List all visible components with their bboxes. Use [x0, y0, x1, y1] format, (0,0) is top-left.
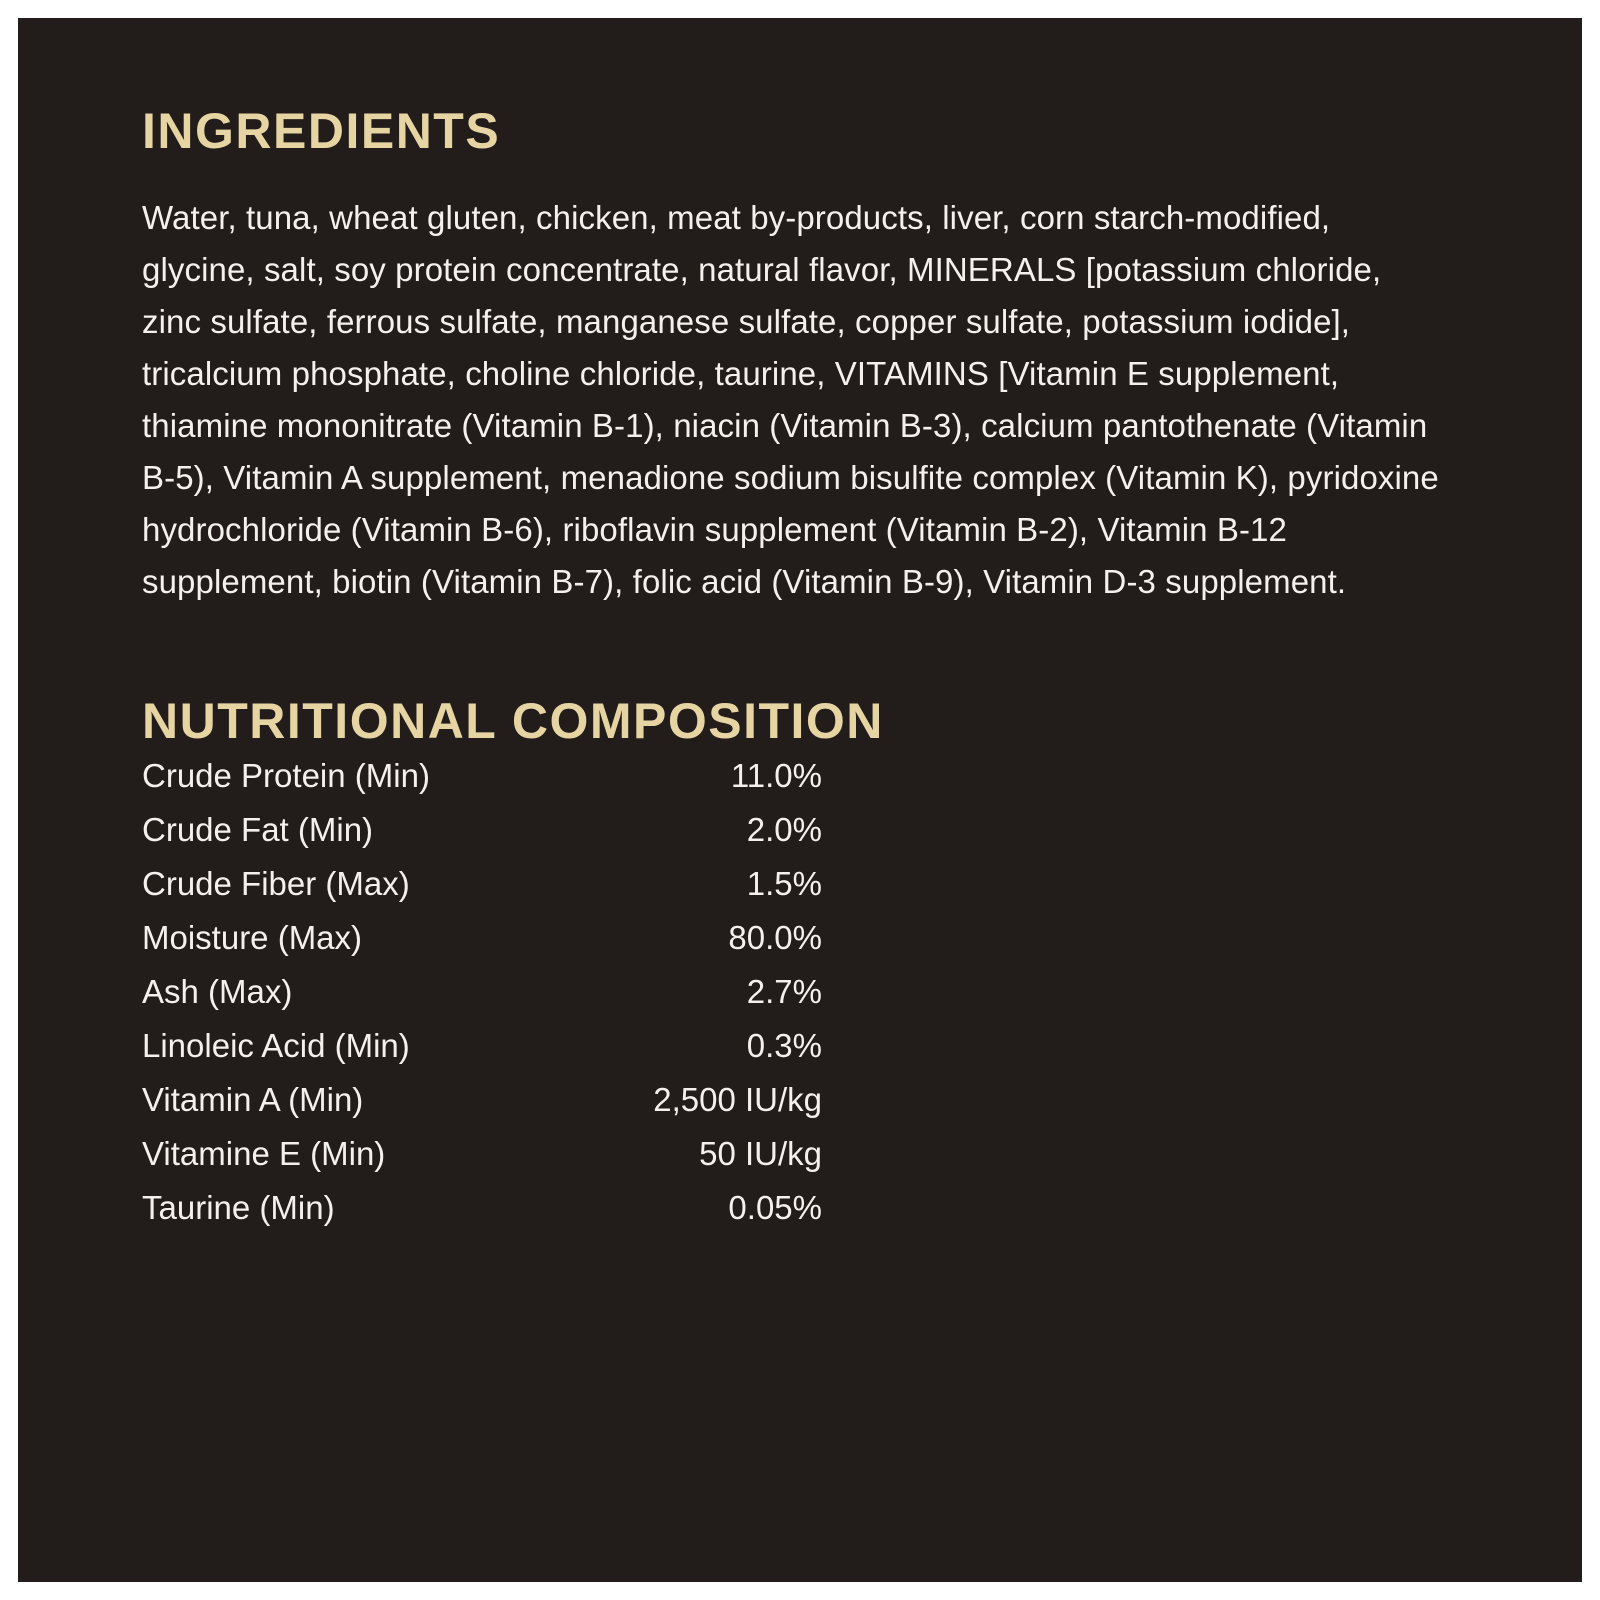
nutrient-label: Taurine (Min)	[142, 1189, 335, 1226]
nutrient-label: Vitamin A (Min)	[142, 1081, 364, 1118]
nutrient-label: Linoleic Acid (Min)	[142, 1027, 410, 1064]
table-row	[142, 1019, 822, 1073]
ingredients-text: Water, tuna, wheat gluten, chicken, meat by-products, liver, corn starch-modified, glycine, salt, soy protein concentrate, natural flavor, MINERALS [potassium chloride, zinc sulfate, ferrous sulfate, manganese sulfate, copper sulfate, potassium iodide], tricalcium phosphate, choline chloride, taurine, VITAMINS [Vitamin E supplement, thiamine mononitrate (Vitamin B-1), niacin (Vitamin B-3), calcium pantothenate (Vitamin B-5), Vitamin A supplement, menadione sodium bisulfite complex (Vitamin K), pyridoxine hydrochloride (Vitamin B-6), riboflavin supplement (Vitamin B-2), Vitamin B-12 supplement, biotin (Vitamin B-7), folic acid (Vitamin B-9), Vitamin D-3 supplement.	[142, 199, 1439, 600]
nutrient-value: 0.05%	[728, 1189, 822, 1226]
table-row	[142, 857, 822, 911]
nutrient-label: Ash (Max)	[142, 973, 293, 1010]
table-row	[142, 803, 822, 857]
nutrient-value: 11.0%	[730, 757, 822, 794]
table-row	[142, 911, 822, 965]
nutrient-value: 2.7%	[746, 973, 822, 1010]
nutrient-label: Moisture (Max)	[142, 919, 363, 956]
nutrient-value: 1.5%	[746, 865, 822, 902]
table-row	[142, 965, 822, 1019]
label-content	[142, 104, 1482, 1235]
ingredients-heading: INGREDIENTS	[142, 103, 501, 159]
nutrient-label: Vitamine E (Min)	[142, 1135, 386, 1172]
table-row	[142, 749, 822, 803]
nutrient-value: 80.0%	[728, 919, 822, 956]
nutrient-value: 0.3%	[746, 1027, 822, 1064]
nutritional-composition-heading: NUTRITIONAL COMPOSITION	[142, 693, 884, 749]
nutrition-table-body	[142, 749, 822, 1235]
table-row	[142, 1181, 822, 1235]
nutritional-composition-section	[142, 694, 1482, 1235]
nutrient-value: 50 IU/kg	[699, 1135, 822, 1172]
nutrient-value: 2,500 IU/kg	[653, 1081, 822, 1118]
table-row	[142, 1127, 822, 1181]
nutrient-label: Crude Fat (Min)	[142, 811, 374, 848]
nutrition-table	[142, 749, 822, 1235]
nutrient-label: Crude Protein (Min)	[142, 757, 430, 794]
product-label-panel	[18, 18, 1582, 1582]
table-row	[142, 1073, 822, 1127]
nutrient-label: Crude Fiber (Max)	[142, 865, 410, 902]
nutrient-value: 2.0%	[746, 811, 822, 848]
